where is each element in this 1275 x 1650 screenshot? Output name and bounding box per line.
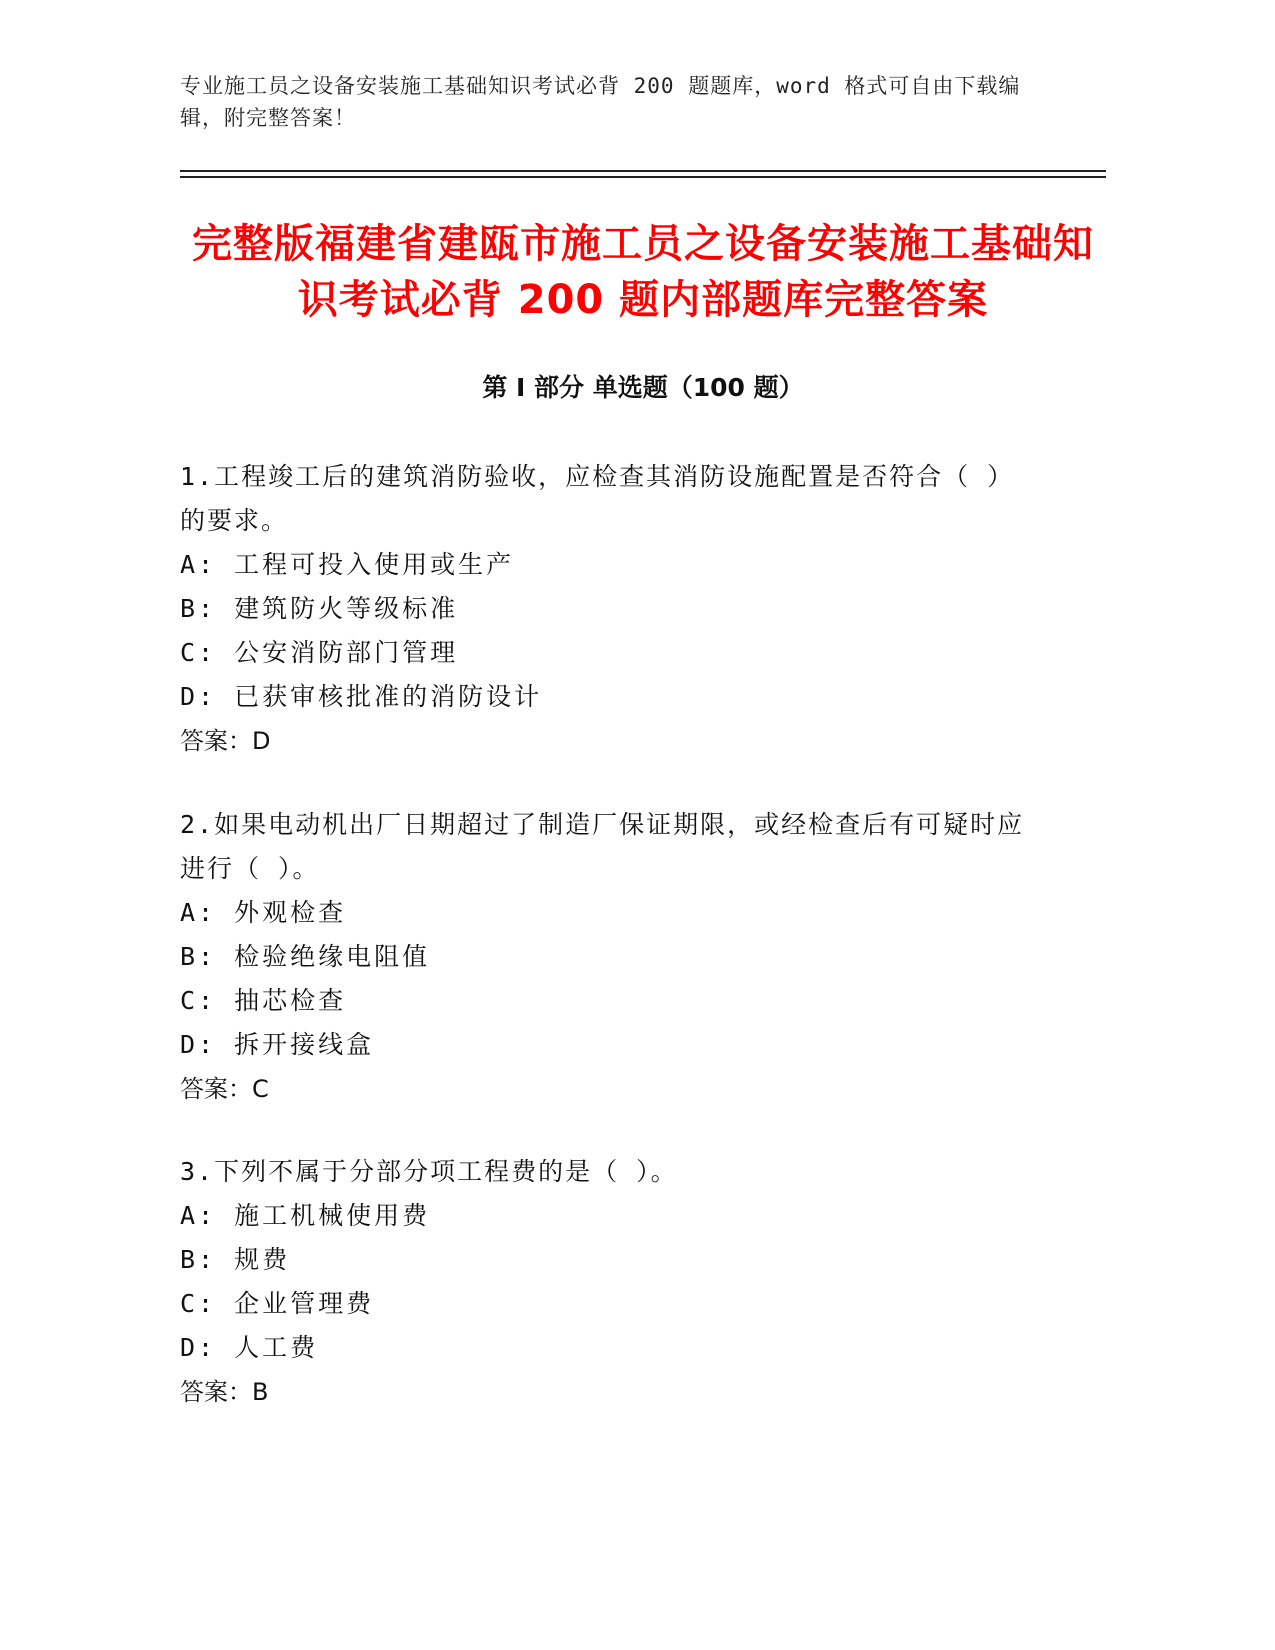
option-c: C: 抽芯检查 (180, 986, 347, 1015)
question-item (180, 803, 1040, 1111)
answer-line: 答案：B (180, 1378, 269, 1406)
header-divider-top (180, 170, 1106, 172)
option-b: B: 规费 (180, 1245, 291, 1274)
option-b: B: 建筑防火等级标准 (180, 594, 459, 623)
question-stem: 2.如果电动机出厂日期超过了制造厂保证期限，或经检查后有可疑时应进行（ ）。 (180, 810, 1025, 883)
section-heading: 第 I 部分 单选题（100 题） (482, 373, 804, 402)
option-a: A: 工程可投入使用或生产 (180, 550, 515, 579)
answer-line: 答案：D (180, 727, 271, 755)
option-d: D: 已获审核批准的消防设计 (180, 682, 543, 711)
option-b: B: 检验绝缘电阻值 (180, 942, 431, 971)
option-d: D: 人工费 (180, 1333, 319, 1362)
option-d: D: 拆开接线盒 (180, 1030, 375, 1059)
option-a: A: 施工机械使用费 (180, 1201, 431, 1230)
question-stem: 3.下列不属于分部分项工程费的是（ ）。 (180, 1157, 678, 1186)
question-item (180, 1150, 1040, 1414)
document-header-note: 专业施工员之设备安装施工基础知识考试必背 200 题题库，word 格式可自由下载编辑，附完整答案！ (180, 74, 1021, 130)
question-item (180, 455, 1040, 763)
option-a: A: 外观检查 (180, 898, 347, 927)
header-divider-bottom (180, 176, 1106, 178)
question-stem: 1.工程竣工后的建筑消防验收，应检查其消防设施配置是否符合（ ）的要求。 (180, 462, 1015, 535)
document-title: 完整版福建省建瓯市施工员之设备安装施工基础知识考试必背 200 题内部题库完整答案 (192, 221, 1094, 323)
option-c: C: 企业管理费 (180, 1289, 375, 1318)
answer-line: 答案：C (180, 1075, 269, 1103)
option-c: C: 公安消防部门管理 (180, 638, 459, 667)
